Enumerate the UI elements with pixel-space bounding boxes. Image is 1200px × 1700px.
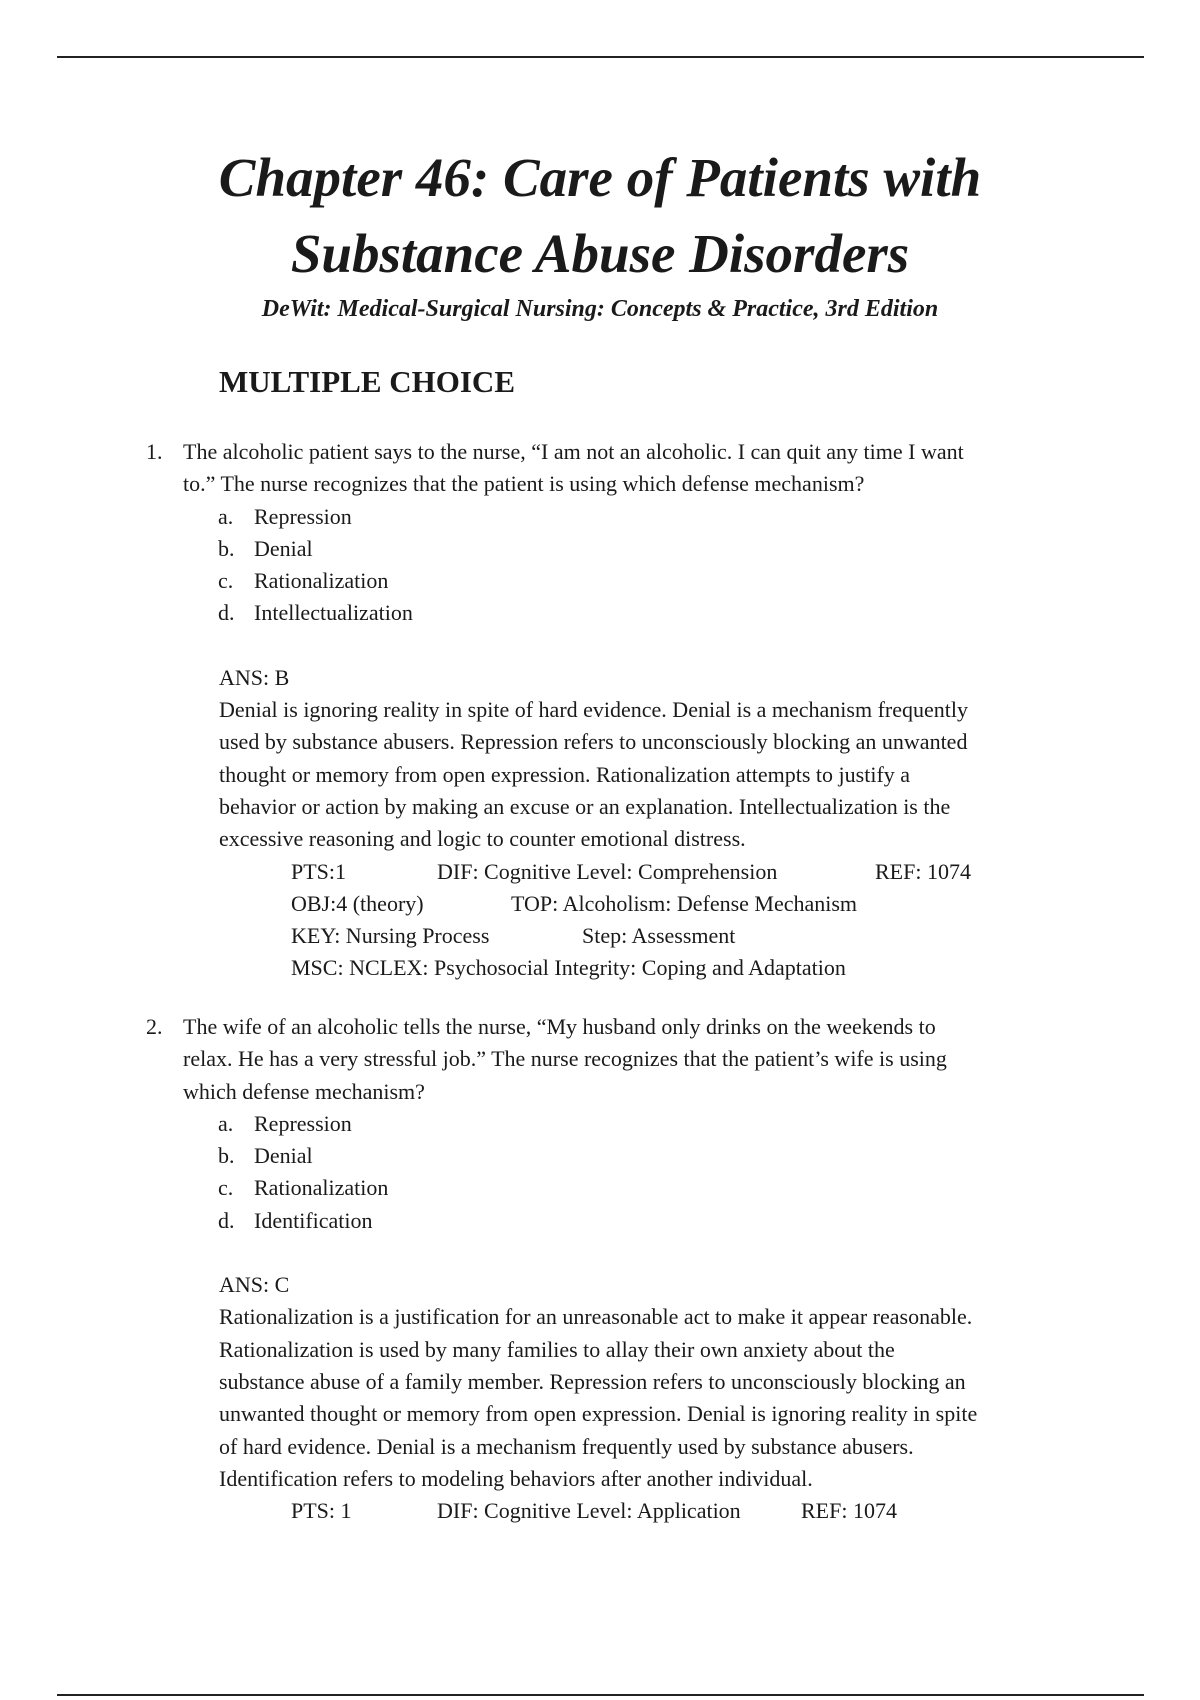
rationale-line: unwanted thought or memory from open expression. Denial is ignoring reality in spite — [219, 1401, 978, 1427]
rationale-line: excessive reasoning and logic to counter emotional distress. — [219, 826, 746, 852]
question-stem — [146, 1011, 1063, 1108]
meta-step: Step: Assessment — [582, 923, 736, 949]
option-letter: b. — [218, 535, 235, 561]
option-text: Identification — [254, 1207, 373, 1233]
answer-key: ANS: B — [219, 664, 290, 690]
meta-row — [291, 1495, 1200, 1527]
option-text: Rationalization — [254, 1175, 389, 1201]
question-metadata — [291, 856, 1200, 985]
meta-reference: REF: 1074 — [801, 1498, 897, 1524]
meta-objective: OBJ:4 (theory) — [291, 890, 424, 916]
option-text: Denial — [254, 535, 313, 561]
option-item — [218, 1108, 1200, 1140]
option-item — [218, 597, 1200, 629]
option-letter: c. — [218, 1175, 234, 1201]
stem-line: which defense mechanism? — [183, 1078, 425, 1104]
question-number: 2. — [146, 1014, 163, 1039]
option-item — [218, 1205, 1200, 1237]
rationale-line: of hard evidence. Denial is a mechanism frequently used by substance abusers. — [219, 1433, 914, 1459]
bottom-rule — [57, 1694, 1144, 1696]
rationale-line: used by substance abusers. Repression refers to unconsciously blocking an unwanted — [219, 729, 968, 755]
chapter-title-line-1: Chapter 46: Care of Patients with — [218, 147, 982, 208]
book-subtitle: DeWit: Medical-Surgical Nursing: Concepts & Practice, 3rd Edition — [261, 296, 939, 322]
stem-line: to.” The nurse recognizes that the patient is using which defense mechanism? — [183, 471, 865, 497]
option-item — [218, 1172, 1200, 1204]
rationale-line: Denial is ignoring reality in spite of hard evidence. Denial is a mechanism frequently — [219, 697, 968, 723]
rationale — [219, 1301, 1064, 1495]
meta-row — [291, 952, 1200, 984]
rationale-line: substance abuse of a family member. Repression refers to unconsciously blocking an — [219, 1368, 966, 1394]
option-letter: c. — [218, 568, 234, 594]
top-rule — [57, 56, 1144, 58]
option-text: Intellectualization — [254, 600, 413, 626]
option-letter: d. — [218, 600, 235, 626]
meta-points: PTS: 1 — [291, 1498, 352, 1524]
option-letter: a. — [218, 503, 234, 529]
meta-difficulty: DIF: Cognitive Level: Application — [437, 1498, 741, 1524]
meta-row — [291, 856, 1200, 888]
rationale-line: Rationalization is used by many families to allay their own anxiety about the — [219, 1336, 895, 1362]
stem-line: The alcoholic patient says to the nurse, “I am not an alcoholic. I can quit any time I want — [183, 439, 964, 464]
question-stem — [146, 436, 1063, 501]
option-letter: d. — [218, 1207, 235, 1233]
question-1 — [0, 436, 1200, 985]
meta-topic: TOP: Alcoholism: Defense Mechanism — [511, 890, 858, 916]
chapter-title — [0, 140, 1200, 292]
meta-msc: MSC: NCLEX: Psychosocial Integrity: Coping and Adaptation — [291, 955, 846, 981]
answer-options — [218, 1108, 1200, 1237]
option-text: Repression — [254, 1110, 352, 1136]
meta-key: KEY: Nursing Process — [291, 923, 490, 949]
chapter-title-line-2: Substance Abuse Disorders — [290, 223, 910, 284]
stem-line: The wife of an alcoholic tells the nurse, “My husband only drinks on the weekends to — [183, 1014, 936, 1039]
section-heading: MULTIPLE CHOICE — [219, 364, 515, 399]
question-2 — [0, 1011, 1200, 1527]
option-text: Repression — [254, 503, 352, 529]
option-item — [218, 565, 1200, 597]
option-item — [218, 501, 1200, 533]
stem-line: relax. He has a very stressful job.” The nurse recognizes that the patient’s wife is using — [183, 1046, 947, 1072]
option-text: Denial — [254, 1143, 313, 1169]
meta-reference: REF: 1074 — [875, 858, 971, 884]
answer-key: ANS: C — [219, 1272, 290, 1298]
option-item — [218, 1140, 1200, 1172]
option-text: Rationalization — [254, 568, 389, 594]
rationale-line: Rationalization is a justification for an unreasonable act to make it appear reasonable. — [219, 1304, 973, 1330]
rationale-line: behavior or action by making an excuse or an explanation. Intellectualization is the — [219, 793, 951, 819]
option-letter: b. — [218, 1143, 235, 1169]
question-number: 1. — [146, 439, 163, 464]
rationale-line: Identification refers to modeling behaviors after another individual. — [219, 1465, 813, 1491]
rationale — [219, 694, 1064, 855]
option-item — [218, 533, 1200, 565]
meta-row — [291, 920, 1200, 952]
answer-options — [218, 501, 1200, 630]
option-letter: a. — [218, 1110, 234, 1136]
meta-row — [291, 888, 1200, 920]
meta-difficulty: DIF: Cognitive Level: Comprehension — [437, 858, 778, 884]
question-metadata — [291, 1495, 1200, 1527]
rationale-line: thought or memory from open expression. Rationalization attempts to justify a — [219, 761, 911, 787]
meta-points: PTS:1 — [291, 858, 347, 884]
